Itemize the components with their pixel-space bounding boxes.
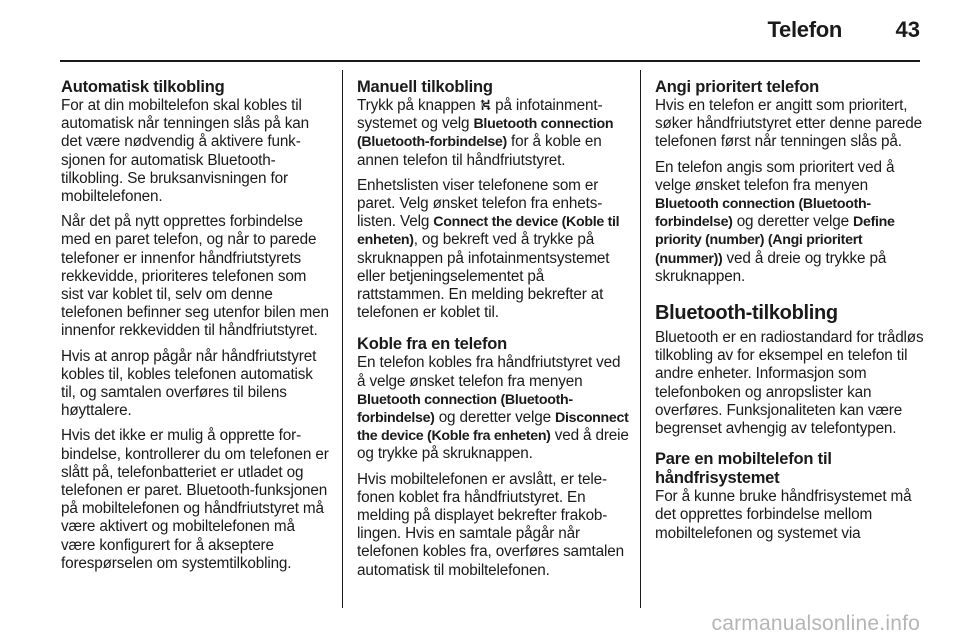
paragraph: For å kunne bruke håndfrisystemet må det opprettes forbindelse mellom mobiltelefonen og systemet via — [655, 488, 912, 542]
heading-bluetooth-connection: Bluetooth-tilkobling — [655, 302, 838, 325]
text: ved å dreie og trykke på skruknappen. — [655, 249, 887, 285]
heading-automatic-connection: Automatisk tilkobling — [61, 78, 225, 96]
header-rule — [60, 60, 920, 62]
menu-term: Bluetooth connection (Bluetooth-forbindelse) — [357, 116, 614, 151]
page-number: 43 — [895, 17, 920, 42]
heading-pair-phone: Pare en mobiltelefon til håndfrisystemet — [655, 450, 832, 488]
text: , og bekreft ved å trykke på skruknappen på infotainmentsystemet eller betjeningselementet på rattstammen. En melding bekrefter at telefonen er koblet til. — [357, 231, 610, 322]
text: ved å dreie og trykke på skruknappen. — [357, 427, 629, 463]
column-3 — [655, 78, 927, 550]
watermark: carmanualsonline.info — [711, 612, 920, 635]
menu-term: Bluetooth connection (Bluetooth-forbindelse) — [357, 391, 573, 427]
paragraph — [357, 97, 629, 170]
paragraph: Hvis en telefon er angitt som prioritert, søker håndfriutstyret etter denne parede telefonen først når tenningen slås på. — [655, 97, 922, 151]
column-divider-2 — [640, 70, 641, 608]
paragraph — [655, 159, 927, 286]
paragraph: Hvis mobiltelefonen er avslått, er telefonen koblet fra håndfriutstyret. En melding på displayet bekrefter frakoblingen. Hvis en samtale pågår når telefonen kobles fra, overføres samtalen automatisk til mobiltelefonen. — [357, 470, 624, 579]
column-1 — [61, 78, 330, 580]
text: for å koble en annen telefon til håndfriutstyret. — [357, 133, 602, 169]
column-2 — [357, 78, 629, 587]
paragraph: Bluetooth er en radiostandard for trådløs tilkobling av for eksempel en telefon til andre enheter. Informasjon som telefonboken og anropslister kan overføres. Funksjonaliteten kan være begrenset avhengig av telefontypen. — [655, 329, 924, 438]
paragraph — [357, 177, 629, 323]
paragraph — [357, 354, 629, 463]
heading-disconnect-phone: Koble fra en telefon — [357, 335, 508, 354]
paragraph: Hvis det ikke er mulig å opprette forbindelse, kontrollerer du om telefonen er slått på, telefonbatteriet er utladet og telefonen er paret. Bluetooth-funksjonen på mobiltelefonen og håndfriutstyret må være aktivert og mobiltelefonen må være konfigurert for å akseptere forespørselen om systemtilkobling. — [61, 427, 329, 572]
text: Trykk på knappen — [357, 97, 480, 114]
menu-term: Connect the device (Koble til enheten) — [357, 214, 620, 249]
text: En telefon kobles fra håndfriutstyret ved å velge ønsket telefon fra menyen — [357, 354, 621, 390]
heading-manual-connection: Manuell tilkobling — [357, 78, 493, 96]
menu-term: Bluetooth connection (Bluetooth-forbindelse) — [655, 196, 871, 231]
text: og deretter velge — [732, 213, 854, 231]
column-divider-1 — [342, 70, 343, 608]
spacer — [655, 293, 927, 301]
text: Enhetslisten viser telefonene som er paret. Velg ønsket telefon fra enhetslisten. Velg — [357, 176, 603, 231]
menu-term: Define priority (number) (Angi prioritert (nummer)) — [655, 214, 895, 267]
paragraph: For at din mobiltelefon skal kobles til automatisk når tenningen slås på kan det være nødvendig å aktivere funksjonen for automatisk Bluetooth-tilkobling. Se bruksanvisningen for mobiltelefonen. — [61, 97, 310, 206]
page-title: Telefon — [767, 17, 842, 42]
text: og deretter velge — [434, 409, 556, 427]
paragraph: Hvis at anrop pågår når håndfriutstyret kobles til, kobles telefonen automatisk til, og samtalen overføres til bilens høyttalere. — [61, 347, 317, 420]
text: En telefon angis som prioritert ved å velge ønsket telefon fra menyen — [655, 158, 895, 194]
paragraph: Når det på nytt opprettes forbindelse med en paret telefon, og når to parede telefoner er innenfor håndfriutstyrets rekkevidde, prioriteres telefonen som sist var koblet til, selv om denne telefonen befinner seg utenfor bilen men innenfor rekkevidden til håndfriutstyret. — [61, 213, 329, 340]
phone-button-icon: ⛕ — [479, 97, 491, 114]
page-header — [0, 0, 960, 62]
heading-priority-phone: Angi prioritert telefon — [655, 78, 820, 96]
text: på infotainmentsystemet og velg — [357, 97, 603, 133]
menu-term: Disconnect the device (Koble fra enheten) — [357, 410, 629, 445]
